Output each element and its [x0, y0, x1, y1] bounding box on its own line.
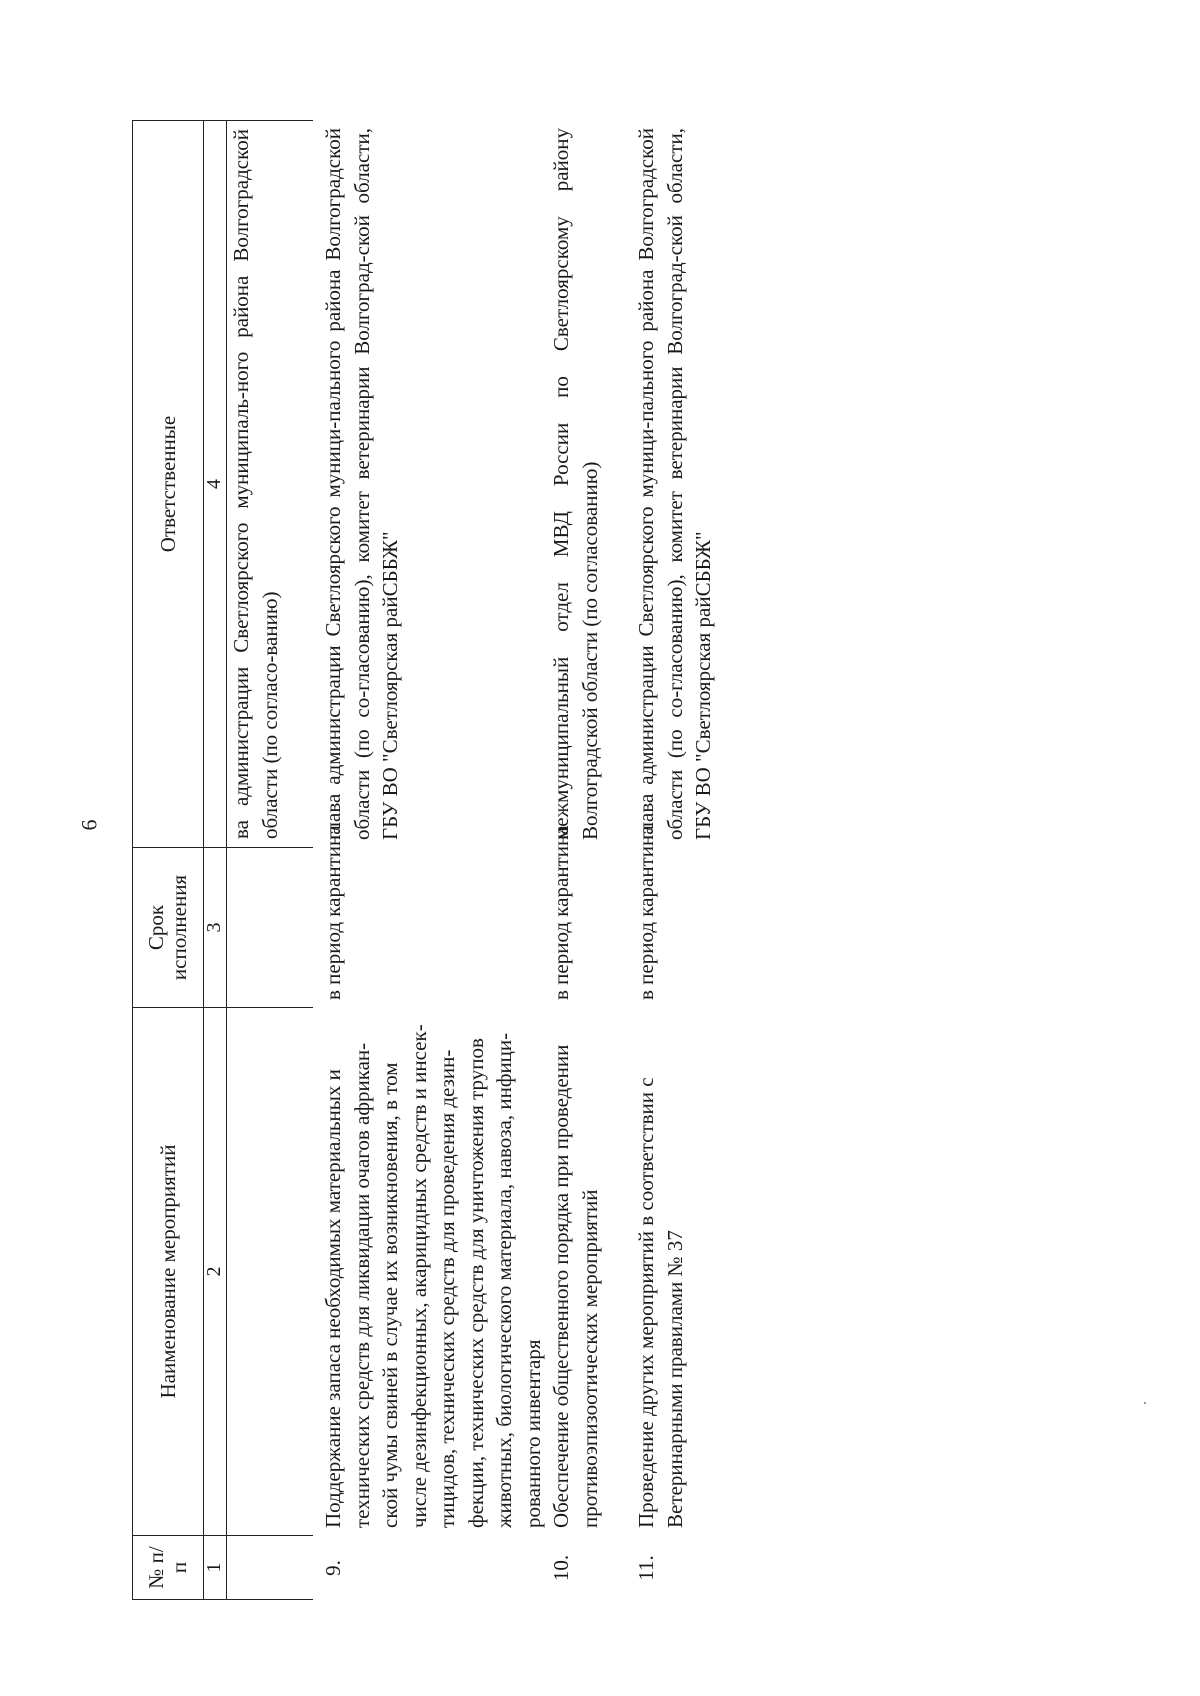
table-column-numbers-row: [203, 120, 227, 1600]
table-row-continuation: [227, 120, 313, 1600]
column-number-1: 1: [204, 1536, 226, 1600]
table-row: [319, 120, 547, 1600]
row-responsible: глава администрации Светлоярского муници-пального района Волгоградской области (по со-гласованию), комитет ветеринарии Волгоград-ской области, ГБУ ВО "Светлоярская райСББЖ": [634, 128, 715, 840]
cont-measure: [227, 1008, 313, 1536]
header-measures: Наименование мероприятий: [133, 1008, 203, 1536]
row-number: 11.: [634, 1555, 658, 1581]
measures-table: [132, 120, 772, 1600]
row-number: 9.: [321, 1560, 345, 1576]
row-responsible: межмуниципальный отдел МВД России по Светлоярскому району Волгоградской области (по согласованию): [549, 128, 602, 840]
column-number-3: 3: [204, 848, 226, 1008]
table-row: [547, 120, 632, 1600]
row-measure: Проведение других мероприятий в соответствии с Ветеринарными правилами № 37: [634, 1077, 687, 1528]
cont-number: [227, 1536, 313, 1600]
column-number-2: 2: [204, 1008, 226, 1536]
scan-speck: [1144, 1402, 1146, 1404]
cont-responsible: ва администрации Светлоярского муниципаль-ного района Волгоградской области (по согласо-ванию): [227, 120, 313, 848]
row-measure: Поддержание запаса необходимых материальных и технических средств для ликвидации очагов африкан-ской чумы свиней в случае их возникновения, в том числе дезинфекционных, акарицидных средств и инсек-тицидов, технических средств для проведения дезин-фекции, технических средств для уничтожения трупов животных, биологического материала, навоза, инфици-рованного инвентаря: [321, 1024, 545, 1528]
header-term: Срок исполнения: [133, 848, 203, 1008]
cont-term: [227, 848, 313, 1008]
row-term: в период карантина: [549, 825, 573, 1000]
rotated-page-content: [132, 120, 832, 1600]
row-responsible: глава администрации Светлоярского муници-пального района Волгоградской области (по со-гласованию), комитет ветеринарии Волгоград-ской области, ГБУ ВО "Светлоярская райСББЖ": [321, 128, 402, 840]
column-number-4: 4: [204, 120, 226, 848]
row-term: в период карантина: [634, 825, 658, 1000]
page-number: 6: [76, 819, 102, 831]
header-responsible: Ответственные: [133, 120, 203, 848]
row-measure: Обеспечение общественного порядка при проведении противоэпизоотических мероприятий: [549, 1044, 602, 1528]
table-row: [632, 120, 772, 1600]
table-header-row: [132, 120, 203, 1600]
row-term: в период карантина: [321, 825, 345, 1000]
header-number: № п/п: [133, 1536, 203, 1600]
row-number: 10.: [549, 1554, 573, 1582]
